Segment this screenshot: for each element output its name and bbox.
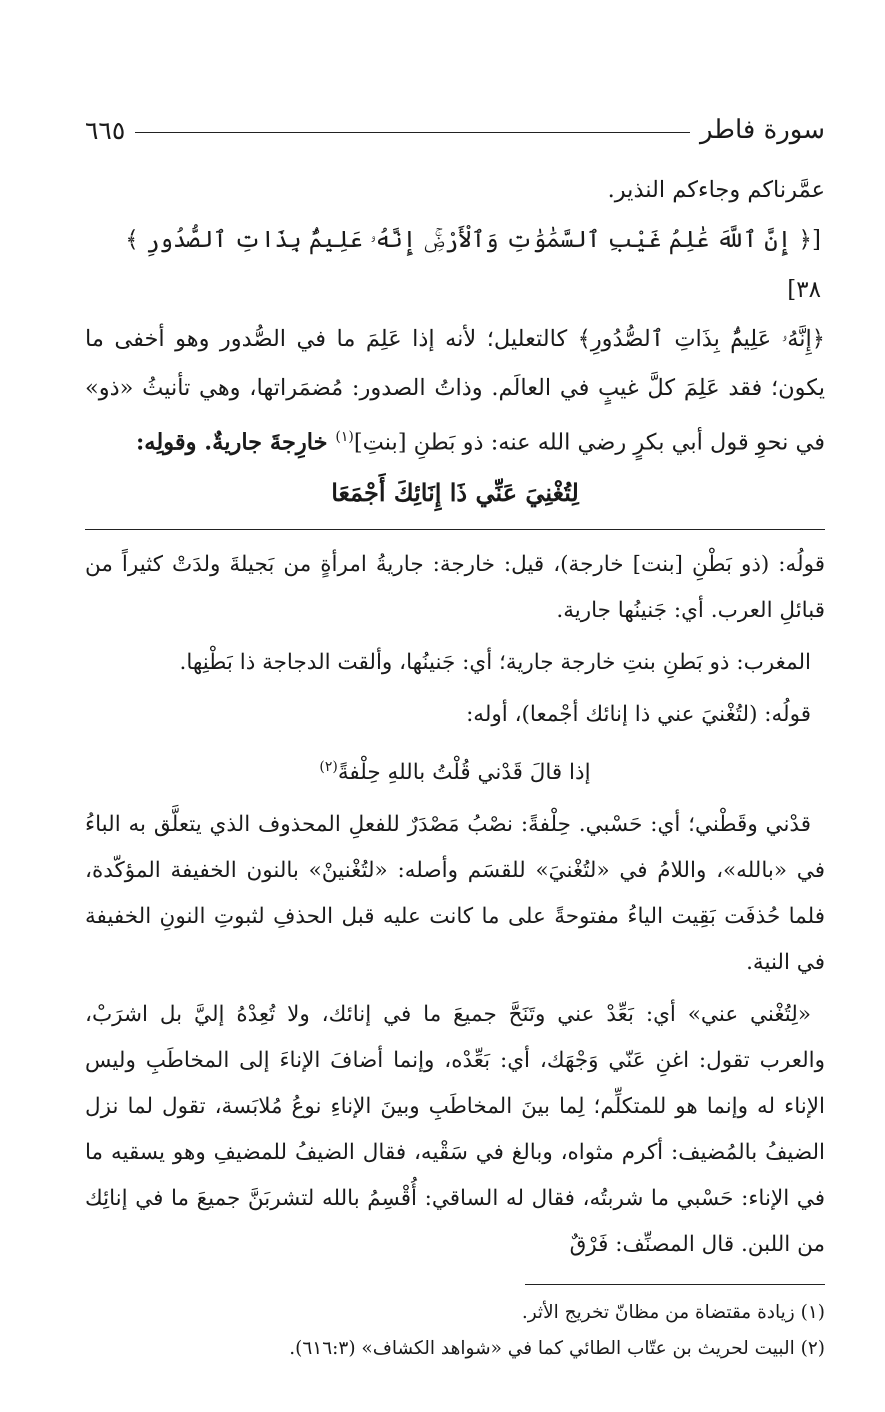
commentary-text-end: خارِجةَ جاريةٌ. وقولِه: bbox=[136, 429, 336, 456]
footnote-2: (٢) البيت لحريث بن عتّاب الطائي كما في «شواهد الكشاف» (٦١٦:٣). bbox=[289, 1337, 825, 1359]
note-2: المغرب: ذو بَطنِ بنتِ خارجة جارية؛ أي: جَنينُها، وألقت الدجاجة ذا بَطْنِها. bbox=[179, 649, 811, 675]
note-5: قدْني وقَطْني؛ أي: حَسْبي. حِلْفةً: نصْبُ مَصْدَرٌ للفعلِ المحذوف الذي يتعلَّق به الباءُ في «بالله»، واللامُ في «لتُغْنيَ» للقسَم وأصله: «لتُغْنينْ» بالنون الخفيفة المؤكّدة، فلما حُذفَت بَقِيت الياءُ مفتوحةً على ما كانت عليه قبل الحذفِ لثبوتِ النونِ الخفيفة في النية. bbox=[85, 811, 825, 975]
opening-line: عمَّرناكم وجاءكم النذير. bbox=[607, 177, 825, 203]
footnote-ref-1[interactable]: (١) bbox=[335, 429, 354, 445]
main-text bbox=[85, 166, 825, 517]
footnote-separator bbox=[525, 1284, 825, 1285]
gloss-notes bbox=[85, 542, 825, 1268]
note-1: قولُه: (ذو بَطْنِ [بنت] خارجة)، قيل: خارجة: جاريةُ امرأةٍ من بَجيلةَ ولدَتْ كثيراً من قبائلِ العرب. أي: جَنينُها جارية. bbox=[85, 551, 825, 623]
poem-verse: لِتُغْنِيَ عَنِّي ذَا إِنَائِكَ أَجْمَعَا bbox=[331, 477, 579, 507]
notes-separator bbox=[85, 529, 825, 530]
note-6: «لِتُغْني عني» أي: بَعِّدْ عني وتَنَحَّ جميعَ ما في إنائك، ولا تُعِدْهُ إليَّ بل اشرَبْ، والعرب تقول: اغنِ عَنّي وَجْهَك، أي: بَعِّدْه، وإنما أضافَ الإناءَ إلى المخاطَبِ وليس الإناء له وإنما هو للمتكلِّم؛ لِما بينَ المخاطَبِ وبينَ الإناءِ نوعُ مُلابَسة، تقول لما نزل الضيفُ بالمُضيف: أكرم مثواه، وبالغ في سَقْيه، فقال الضيفُ للمضيفِ وهو يسقيه ما في الإناء: حَسْبي ما شربتُه، فقال له الساقي: أُقْسِمُ بالله لتشربَنَّ جميعَ ما في إنائِك من اللبن. قال المصنِّف: فَرْقٌ bbox=[85, 1001, 825, 1257]
quran-verse: [﴿ إِنَّ ٱللَّهَ عَٰلِمُ غَيْبِ ٱلسَّمَٰوَٰتِ وَٱلْأَرْضِۚ إِنَّهُۥ عَلِيمٌۢ بِذَاتِ ٱلصُّدُورِ ﴾ ٣٨] bbox=[125, 227, 821, 303]
note-3: قولُه: (لتُغْنيَ عني ذا إنائك أجْمعا)، أوله: bbox=[466, 701, 811, 727]
poem-line: إذا قالَ قَدْني قُلْتُ باللهِ حِلْفةً bbox=[337, 759, 591, 785]
page-number: ٦٦٥ bbox=[85, 115, 126, 145]
commentary-paragraph bbox=[85, 315, 825, 468]
commentary-text: ﴿إِنَّهُۥ عَلِيمٌۢ بِذَاتِ ٱلصُّدُورِ﴾ كالتعليل؛ لأنه إذا عَلِمَ ما في الصُّدور وهو أخفى ما يكون؛ فقد عَلِمَ كلَّ غيبٍ في العالَم. وذاتُ الصدور: مُضمَراتها، وهي تأنيثُ «ذو» في نحوِ قول أبي بكرٍ رضي الله عنه: ذو بَطنِ [بنتِ] bbox=[85, 326, 825, 456]
footnote-1: (١) زيادة مقتضاة من مظانّ تخريج الأثر. bbox=[521, 1301, 825, 1323]
footnote-ref-2[interactable]: (٢) bbox=[319, 758, 338, 775]
surah-title: سورة فاطر bbox=[699, 115, 825, 145]
footnotes bbox=[85, 1295, 825, 1367]
running-header bbox=[85, 110, 825, 150]
header-rule bbox=[135, 132, 690, 133]
note-4 bbox=[85, 744, 825, 796]
book-page bbox=[85, 110, 825, 1367]
